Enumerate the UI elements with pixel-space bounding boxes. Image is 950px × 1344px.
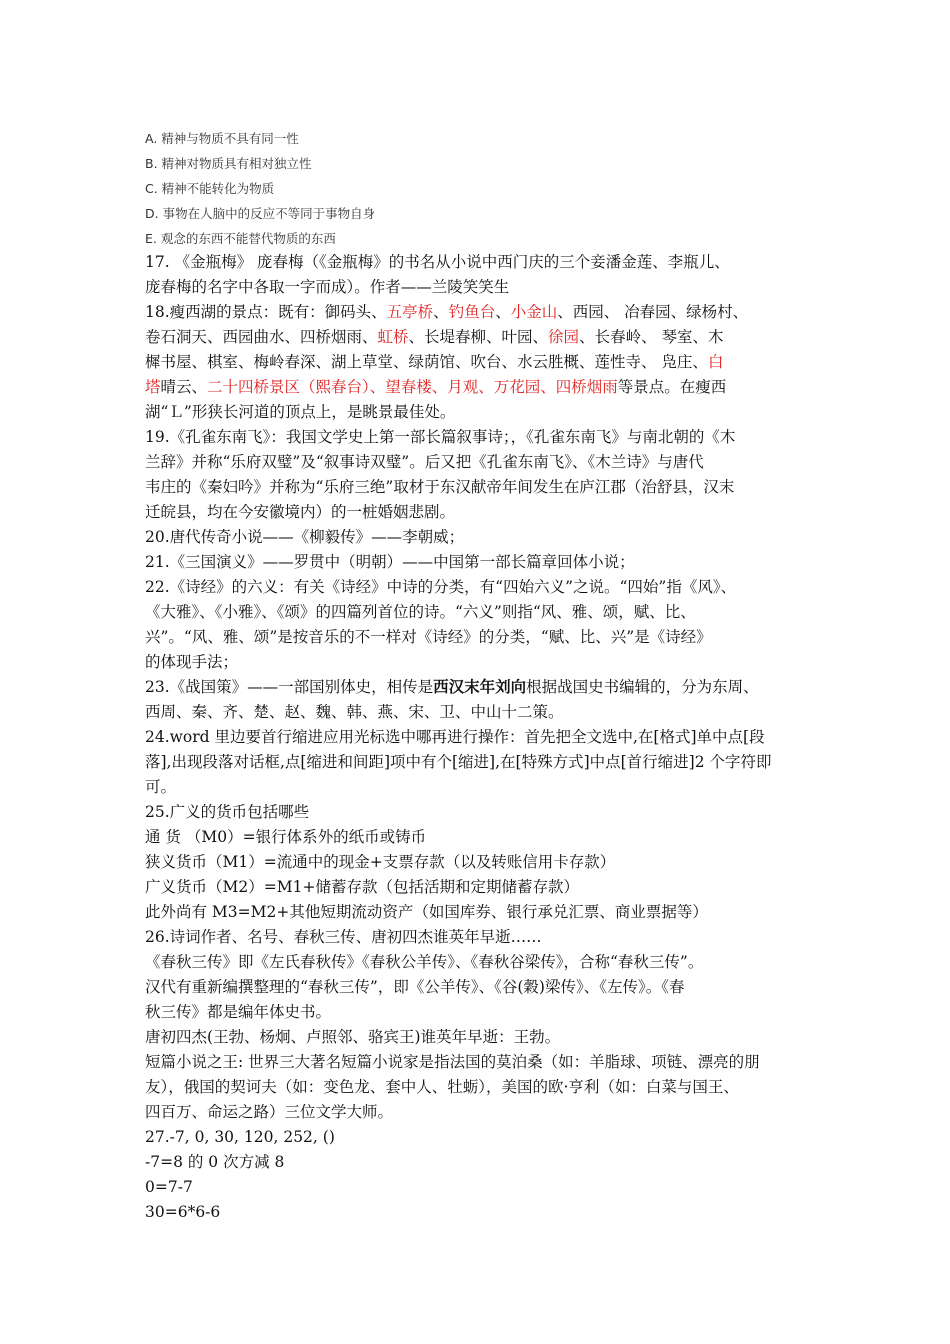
text-run: 18.瘦西湖的景点：既有：御码头、 [145, 303, 387, 321]
text-run: 晴云、 [160, 378, 208, 396]
option-b: B. 精神对物质具有相对独立性 [145, 156, 312, 171]
text-run: 的体现手法； [145, 653, 239, 671]
text-line [145, 1125, 813, 1150]
text-run: 广义货币（M2）=M1+储蓄存款（包括活期和定期储蓄存款） [145, 878, 579, 896]
text-line [145, 1150, 813, 1175]
text-run: 《大雅》、《小雅》、《颂》的四篇列首位的诗。“六义”则指“风、雅、颂，赋、比、 [145, 603, 696, 621]
text-run: 30=6*6-6 [145, 1203, 221, 1221]
text-run: 20.唐代传奇小说——《柳毅传》——李朝威； [145, 528, 465, 546]
text-line [145, 550, 813, 575]
text-line [145, 675, 813, 700]
text-line [145, 1050, 813, 1075]
option-d: D. 事物在人脑中的反应不等同于事物自身 [145, 206, 376, 221]
text-run: 卷石洞天、西园曲水、四桥烟雨、 [145, 328, 378, 346]
highlighted-text: 白 [707, 353, 724, 371]
text-run: 落],出现段落对话框,点[缩进和间距]项中有个[缩进],在[特殊方式]中点[首行缩进]2 个字符即 [145, 753, 772, 771]
text-run: 《春秋三传》即《左氏春秋传》《春秋公羊传》、《春秋谷梁传》，合称“春秋三传”。 [145, 953, 704, 971]
text-run: 、西园、 冶春园、绿杨村、 [557, 303, 749, 321]
text-line [145, 350, 813, 375]
text-line [145, 325, 813, 350]
text-run: 、长春岭、 琴室、木 [579, 328, 724, 346]
text-run: 19.《孔雀东南飞》：我国文学史上第一部长篇叙事诗；，《孔雀东南飞》与南北朝的《木 [145, 428, 736, 446]
text-run: 四百万、命运之路）三位文学大师。 [145, 1103, 394, 1121]
text-run: 通 货 （M0）=银行体系外的纸币或铸币 [145, 828, 427, 846]
text-line [145, 900, 813, 925]
text-line [145, 275, 813, 300]
text-run: 根据战国史书编辑的，分为东周、 [526, 678, 759, 696]
text-line [145, 500, 813, 525]
text-line [145, 650, 813, 675]
text-run: 西周、秦、齐、楚、赵、魏、韩、燕、宋、卫、中山十二策。 [145, 703, 564, 721]
text-line [145, 775, 813, 800]
text-line [145, 1000, 813, 1025]
text-line [145, 600, 813, 625]
text-run: 17. 《金瓶梅》 庞春梅（《金瓶梅》的书名从小说中西门庆的三个妾潘金莲、李瓶儿、 [145, 253, 730, 271]
text-line [145, 625, 813, 650]
highlighted-text: 小金山 [510, 303, 558, 321]
highlighted-text: 塔 [145, 378, 161, 396]
text-run: 24.word 里边要首行缩进应用光标选中哪再进行操作：首先把全文选中,在[格式]单中点[段 [145, 728, 765, 746]
text-line [145, 575, 813, 600]
text-run: 庞春梅的名字中各取一字而成）。作者——兰陵笑笑生 [145, 278, 510, 296]
text-run: 、 [433, 303, 449, 321]
text-line [145, 450, 813, 475]
text-line [145, 925, 813, 950]
text-run: 、长堤春柳、叶园、 [408, 328, 549, 346]
text-line [145, 250, 813, 275]
text-run: 可。 [145, 778, 177, 796]
text-line [145, 525, 813, 550]
text-run: 0=7-7 [145, 1178, 193, 1196]
text-line [145, 375, 813, 400]
text-run: 湖“Ｌ”形狭长河道的顶点上，是眺景最佳处。 [145, 403, 456, 421]
text-line [145, 850, 813, 875]
text-run: 21.《三国演义》——罗贯中（明朝）——中国第一部长篇章回体小说； [145, 553, 635, 571]
text-run: 兴”。“风、雅、颂”是按音乐的不一样对《诗经》的分类，“赋、比、兴”是《诗经》 [145, 628, 712, 646]
text-run: 、 [495, 303, 511, 321]
document-body [145, 250, 813, 1225]
text-line [145, 800, 813, 825]
text-run: -7=8 的 0 次方减 8 [145, 1153, 285, 1171]
text-run: 25.广义的货币包括哪些 [145, 803, 310, 821]
text-run: 26.诗词作者、名号、春秋三传、唐初四杰谁英年早逝…… [145, 928, 542, 946]
text-line [145, 1175, 813, 1200]
text-line [145, 475, 813, 500]
text-line [145, 875, 813, 900]
text-run: 唐初四杰(王勃、杨炯、卢照邻、骆宾王)谁英年早逝：王勃。 [145, 1028, 561, 1046]
text-line [145, 425, 813, 450]
text-line [145, 300, 813, 325]
text-run: 狭义货币（M1）=流通中的现金+支票存款（以及转账信用卡存款） [145, 853, 616, 871]
text-run: 此外尚有 M3=M2+其他短期流动资产（如国库券、银行承兑汇票、商业票据等） [145, 903, 708, 921]
bold-text: 西汉末年刘向 [433, 678, 527, 696]
text-run: 迁皖县，均在今安徽境内）的一桩婚姻悲剧。 [145, 503, 456, 521]
text-run: 27.-7, 0, 30, 120, 252, () [145, 1128, 335, 1146]
text-line [145, 1075, 813, 1100]
highlighted-text: 二十四桥景区（熙春台）、望春楼、月观、万花园、四桥烟雨 [207, 378, 618, 396]
text-run: 樨书屋、棋室、梅岭春深、湖上草堂、绿荫馆、吹台、水云胜概、莲性寺、 凫庄、 [145, 353, 708, 371]
text-line [145, 750, 813, 775]
text-line [145, 1200, 813, 1225]
text-run: 短篇小说之王: 世界三大著名短篇小说家是指法国的莫泊桑（如：羊脂球、项链、漂亮的朋 [145, 1053, 760, 1071]
option-e: E. 观念的东西不能替代物质的东西 [145, 231, 336, 246]
text-run: 23.《战国策》——一部国别体史，相传是 [145, 678, 434, 696]
text-run: 22.《诗经》的六义：有关《诗经》中诗的分类，有“四始六义”之说。“四始”指《风》、 [145, 578, 737, 596]
text-run: 等景点。在瘦西 [617, 378, 727, 396]
answer-options [145, 126, 825, 251]
text-line [145, 975, 813, 1000]
text-line [145, 725, 813, 750]
text-run: 秋三传》都是编年体史书。 [145, 1003, 332, 1021]
option-a: A. 精神与物质不具有同一性 [145, 131, 299, 146]
text-run: 韦庄的《秦妇吟》并称为“乐府三绝”取材于东汉献帝年间发生在庐江郡（治舒县，汉末 [145, 478, 735, 496]
highlighted-text: 五亭桥 [386, 303, 434, 321]
text-line [145, 950, 813, 975]
text-run: 汉代有重新编撰整理的“春秋三传”，即《公羊传》、《谷(穀)梁传》、《左传》。《春 [145, 978, 685, 996]
highlighted-text: 徐园 [548, 328, 580, 346]
text-line [145, 1100, 813, 1125]
highlighted-text: 钓鱼台 [448, 303, 496, 321]
text-line [145, 700, 813, 725]
option-c: C. 精神不能转化为物质 [145, 181, 275, 196]
text-line [145, 825, 813, 850]
text-run: 兰辞》并称“乐府双璧”及“叙事诗双璧”。后又把《孔雀东南飞》、《木兰诗》与唐代 [145, 453, 704, 471]
text-line [145, 400, 813, 425]
text-line [145, 1025, 813, 1050]
text-run: 友），俄国的契诃夫（如：变色龙、套中人、牡蛎），美国的欧·亨利（如：白菜与国王、 [145, 1078, 739, 1096]
highlighted-text: 虹桥 [377, 328, 409, 346]
